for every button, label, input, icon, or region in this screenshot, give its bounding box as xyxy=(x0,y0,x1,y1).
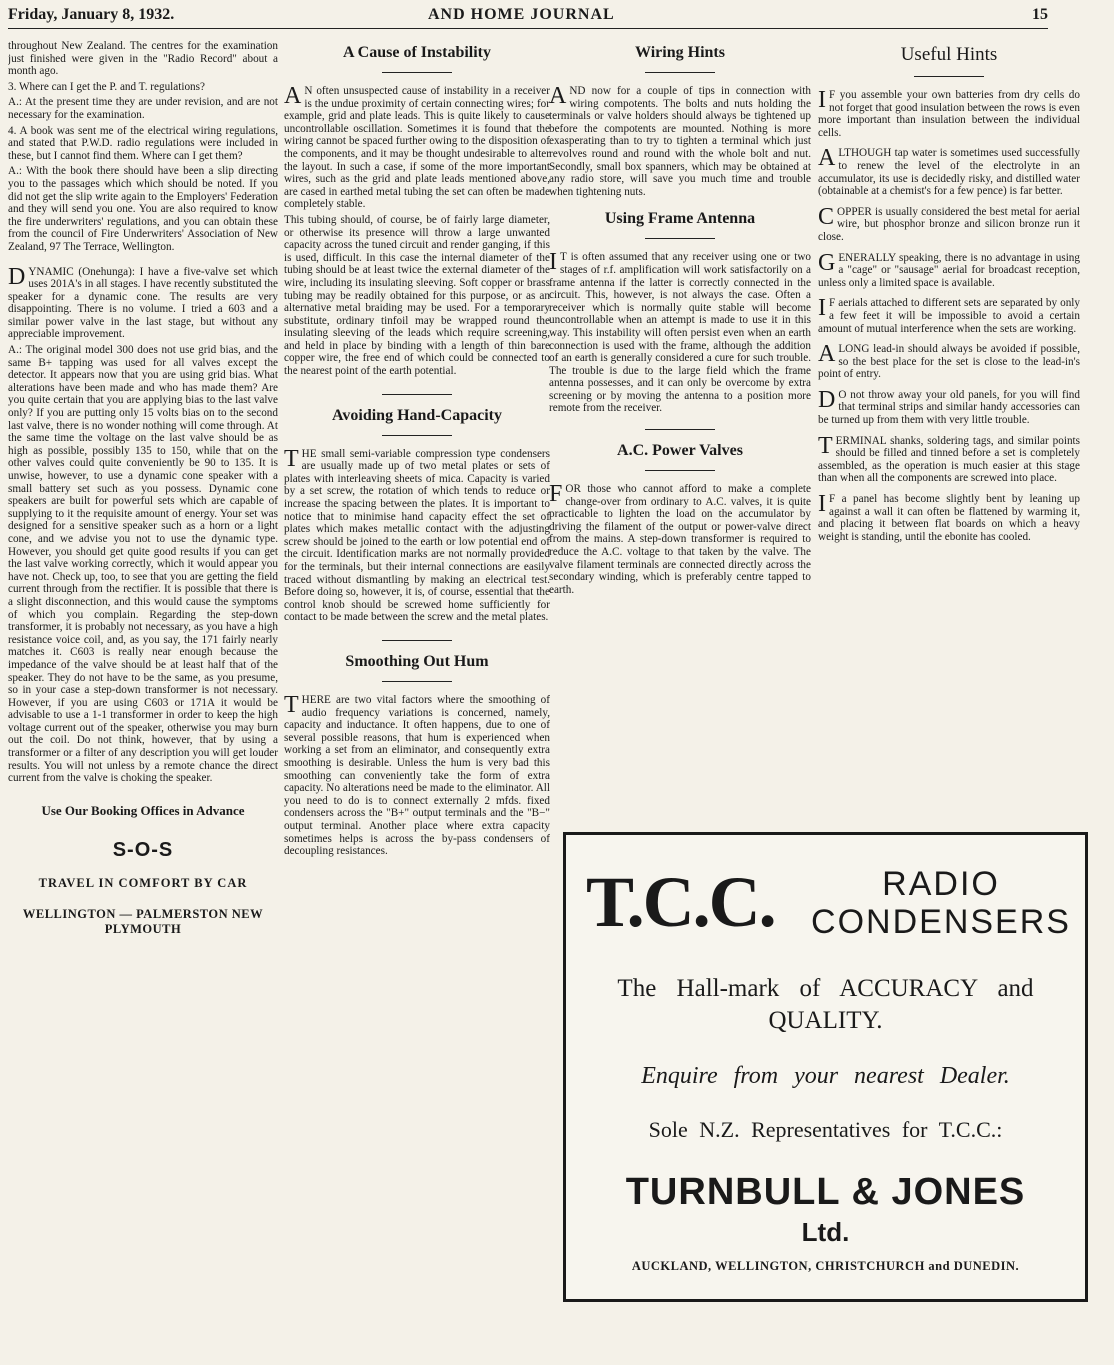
section-rule xyxy=(645,429,715,430)
drop-cap: I xyxy=(549,249,557,276)
drop-cap: A xyxy=(284,83,302,109)
paragraph-text: ND now for a couple of tips in connection with wiring compotents. The bolts and nuts holding the terminals or valve holders should always be tightened up before the compotents are mounted. Nothing is more exasperating than to try to tighten a terminal which just revolves round and round with the whole bolt and nut. Secondly, small box spanners, which may be obtained at any radio store, will save you much time and trouble when tightening nuts. xyxy=(549,85,811,198)
tagline-2: QUALITY. xyxy=(768,1007,883,1034)
booking-advert xyxy=(8,803,278,937)
drop-cap: T xyxy=(284,691,299,718)
hint-text: LTHOUGH tap water is sometimes used successfully to renew the level of the electrolyte in an accumulator, its use is decidedly risky, and distilled water (obtainable at a chemist's for a few pence) is far better. xyxy=(818,147,1080,198)
paragraph-text: HE small semi-variable compression type condensers are usually made up of two metal plates or sets of plates with interleaving sheets of mica. Capacity is varied by a set screw, the rotation of which tends to reduce or increase the spacing between the plates. It is important to notice that to minimise hand capacity effect the set of plates which makes metallic contact with the adjusting screw should be joined to the earth or low potential end of the circuit. Identification marks are not normally provided for the terminals, but their internal connections are easily traced without dismantling by making an electrical test. Before doing so, however, it is, of course, essential that the control knob should be screwed home sufficiently for contact to be made between the screw and the metal plates. xyxy=(284,447,550,624)
journal-title: AND HOME JOURNAL xyxy=(428,6,615,23)
hint-text: ERMINAL shanks, soldering tags, and similar points should be filled and tinned before a set is completely assembled, as the operation is much easier at this stage than when all the components are screwed into place. xyxy=(818,434,1080,485)
column-1 xyxy=(8,40,278,1360)
page-header xyxy=(8,6,1048,29)
title-rule xyxy=(645,470,715,471)
answer: A.: At the present time they are under revision, and are not necessary for the examination. xyxy=(8,96,278,121)
hint xyxy=(818,297,1080,335)
drop-cap: D xyxy=(8,263,26,290)
product-heading xyxy=(806,865,1076,941)
section-title-hand-capacity: Avoiding Hand-Capacity xyxy=(332,406,502,424)
dynamic-query xyxy=(8,263,278,342)
enquire-line: Enquire from your nearest Dealer. xyxy=(641,1063,1010,1089)
tcc-advertisement xyxy=(563,832,1088,1302)
title-rule xyxy=(382,72,452,73)
hint-text: F you assemble your own batteries from dry cells do not forget that good insulation between the rows is even more important than insulation between the individual cells. xyxy=(818,89,1080,139)
company-name: TURNBULL & JONES xyxy=(625,1171,1026,1213)
hint xyxy=(818,493,1080,543)
question: 3. Where can I get the P. and T. regulations? xyxy=(8,80,205,93)
hint-text: LONG lead-in should always be avoided if possible, so the best place for the set is close to the lead-in's point of entry. xyxy=(818,343,1080,381)
article-paragraph: This tubing should, of course, be of fairly large diameter, or otherwise its presence will throw a large unwanted capacity across the tuned circuit and render ganging, if this is used, difficult. In this case the internal diameter of the tubing should be at least twice the external diameter of the wire, including its insulating sleeving. Soft copper or brass tubing may be readily obtained for this purpose, or as an alternative metal braiding may be used. For a temporary substitute, ordinary tinfoil may be wrapped round the insulating sleeving of the leads which require screening, and held in place by binding with a length of thin bare copper wire, the free end of which could be connected to the nearest point of the earth potential. xyxy=(284,213,550,378)
article-paragraph xyxy=(284,85,550,211)
title-rule xyxy=(645,238,715,239)
hint xyxy=(818,343,1080,381)
representatives-line: Sole N.Z. Representatives for T.C.C.: xyxy=(648,1117,1003,1142)
column-4 xyxy=(818,40,1080,800)
hint xyxy=(818,249,1080,290)
paragraph-text: T is often assumed that any receiver using one or two stages of r.f. amplification will work satisfactorily on a frame antenna if the latter is correctly connected in the circuit. This, however, is not always the case. Often a receiver which is normally quite stable will become uncontrollable when an attempt is made to use it in this way. This instability will often persist even when an earth connection is used with the frame, although the addition of an earth is generally considered a cure for such trouble. The trouble is due to the large field which the frame antenna possesses, and it can only be overcome by extra screening or by moving the antenna to a position more remote from the receiver. xyxy=(549,251,811,415)
section-title-ac-valves: A.C. Power Valves xyxy=(617,442,743,460)
paragraph-text: HERE are two vital factors where the smoothing of audio frequency variations is concerned, namely, capacity and inductance. It often happens, due to one of several possible reasons, that hum is experienced when working a set from an eliminator, and consequently extra smoothing is desirable. Unless the hum is very bad this smoothing can conveniently take the form of extra capacity. No alterations need be made to the eliminator. All you need to do is to connect externally 2 mfds. fixed condensers across the "B+" output terminals and the "B−" output terminal. Another place where extra capacity sometimes helps is across the by-pass condensers of decoupling resistances. xyxy=(284,693,550,858)
product-line-1: RADIO xyxy=(882,865,1000,903)
issue-date: Friday, January 8, 1932. xyxy=(8,6,175,23)
drop-cap: I xyxy=(818,491,826,518)
article-paragraph xyxy=(549,85,811,198)
travel-line: TRAVEL IN COMFORT BY CAR xyxy=(38,875,248,890)
section-rule xyxy=(382,394,452,395)
section-title-instability: A Cause of Instability xyxy=(342,44,492,61)
section-title-wiring: Wiring Hints xyxy=(635,44,725,61)
hint-text: O not throw away your old panels, for you will find that terminal strips and similar handy accessories can be turned up from them with very little trouble. xyxy=(818,388,1080,427)
dynamic-query-text: YNAMIC (Onehunga): I have a five-valve set which uses 201A's in all stages. I have recently substituted the speaker for a dynamic cone. The results are very disappointing. There is no volume. I tried a 603 and a similar power valve in the last stage, but without any appreciable improvement. xyxy=(8,265,278,341)
paragraph-text: OR those who cannot afford to make a complete change-over from ordinary to A.C. valves, it is quite practicable to lighten the load on the accumulator by driving the filament of the output or power-valve direct from the mains. A step-down transformer is required to reduce the A.C. voltage to that taken by the valve. The valve filament terminals are connected directly across the secondary winding, which is preferably centre tapped to earth. xyxy=(549,483,811,596)
hint xyxy=(818,386,1080,427)
column-3 xyxy=(549,40,811,800)
hint xyxy=(818,89,1080,139)
hint-text: ENERALLY speaking, there is no advantage in using a "cage" or "sausage" aerial for broadcast reception, unless only a limited space is available. xyxy=(818,251,1080,289)
drop-cap: T xyxy=(284,445,299,472)
drop-cap: A xyxy=(818,145,836,172)
drop-cap: T xyxy=(818,432,833,459)
drop-cap: G xyxy=(818,249,836,276)
section-title-frame-antenna: Using Frame Antenna xyxy=(604,210,756,228)
article-paragraph xyxy=(284,691,550,858)
paragraph: throughout New Zealand. The centres for the examination just finished were given in the "Radio Record" about a month ago. xyxy=(8,40,278,78)
hint-text: OPPER is usually considered the best metal for aerial wire, but phosphor bronze and silicon bronze run it close. xyxy=(818,205,1080,243)
product-line-2: CONDENSERS xyxy=(811,903,1071,941)
drop-cap: C xyxy=(818,203,835,230)
drop-cap: D xyxy=(818,386,836,413)
question: 4. A book was sent me of the electrical wiring regulations, and stated that P.W.D. radio regulations were included in these, but I cannot find them. Where can I get them? xyxy=(8,124,278,162)
paragraph-text: N often unsuspected cause of instability in a receiver is the undue proximity of certain connecting wires; for example, grid and plate leads. This is quite likely to cause uncontrollable oscillation. Sometimes it is found that the wiring cannot be spaced further owing to the disposition of the components, and it may be thought undesirable to alter the layout. In such a case, if some of the more important wires, such as the grid and plate leads mentioned above, are cased in earthed metal tubing the set can often be made completely stable. xyxy=(284,85,550,211)
tcc-brand: T.C.C. xyxy=(586,862,775,942)
hint-text: F aerials attached to different sets are separated by only a few feet it will be impossible to avoid a certain amount of mutual interference when the sets are working. xyxy=(818,297,1080,335)
article-paragraph xyxy=(549,483,811,596)
hint xyxy=(818,203,1080,244)
drop-cap: I xyxy=(818,295,826,322)
drop-cap: A xyxy=(549,83,567,109)
answer: A.: With the book there should have been a slip directing you to the passages which which should be noted. If you did not get the slip write again to the Employers' Federation and they will send you one. You are also required to know the fire underwriters' regulations, and you can obtain these from the council of Fire Underwriters' Association of New Zealand, 97 The Terrace, Wellington. xyxy=(8,165,278,253)
drop-cap: I xyxy=(818,87,826,113)
section-title-hum: Smoothing Out Hum xyxy=(345,652,489,670)
title-rule xyxy=(914,76,984,77)
booking-line: Use Our Booking Offices in Advance xyxy=(41,802,245,818)
drop-cap: F xyxy=(549,481,563,508)
sos-title: S-O-S xyxy=(112,838,174,861)
routes-line: WELLINGTON — PALMERSTON NEW PLYMOUTH xyxy=(22,906,264,936)
section-title-useful-hints: Useful Hints xyxy=(900,44,998,65)
article-paragraph xyxy=(549,251,811,415)
title-rule xyxy=(382,681,452,682)
hint xyxy=(818,432,1080,485)
drop-cap: A xyxy=(818,341,836,368)
company-suffix: Ltd. xyxy=(801,1217,850,1247)
title-rule xyxy=(382,435,452,436)
hint-text: F a panel has become slightly bent by leaning up against a wall it can often be flattened by warming it, and placing it between flat boards on which a heavy weight is standing, until the ebonite has cooled. xyxy=(818,493,1080,543)
page-number: 15 xyxy=(1032,6,1048,23)
article-paragraph xyxy=(284,445,550,624)
dynamic-answer: A.: The original model 300 does not use grid bias, and the same B+ tapping was used for all valves except the detector. It appears now that you are using grid bias. What alterations have been made and who has made them? Are you quite certain that you are applying bias to the last valve only? If you are putting only 15 volts bias on to the second last valve, there is no wonder nothing will come through. At the same time the voltage on the last valve should be as high as possible, possibly 135 to 150, while that on the other valves could quite conveniently be 90 to 135. It is unwise, however, to use a dynamic cone speaker with a small battery set such as you possess. Dynamic cone speakers are built for powerful sets which are capable of supplying to it the requisite amount of energy. Your set was designed for a sensitive speaker such as a horn or a light cone, and we advise you not to use the dynamic type. However, you should get quite good results if you can get the last valve working correctly, which it would appear you have not. Check up, too, to see that you are getting the field current through from the rectifier. It is possible that there is a slight disconnection, and this would cause the symptoms of which you complain. Regarding the step-down transformer, it is probably not necessary, as you have a high resistance voice coil, and, as you say, the 171 fairly nearly matches it. C603 is really near enough because the impedance of the valve should be at least half that of the speaker. They do not have to be the same, as you presume, so in your case a step-down transformer is not necessary. However, if you are using C603 or 171A it would be advisable to use a 1-1 transformer in order to keep the high voltage current out of the speaker, otherwise you may burn out the coil. Do not think, however, that by using a transformer or a filter of any description you will get louder results. You will not unless by a remote chance the direct current from the valve is choking the speaker. xyxy=(8,344,278,785)
hint xyxy=(818,147,1080,197)
section-rule xyxy=(382,640,452,641)
tagline-1: The Hall-mark of ACCURACY and xyxy=(617,975,1034,1002)
column-2 xyxy=(284,40,550,1360)
cities-line: AUCKLAND, WELLINGTON, CHRISTCHURCH and DUNEDIN. xyxy=(631,1259,1020,1273)
title-rule xyxy=(645,72,715,73)
